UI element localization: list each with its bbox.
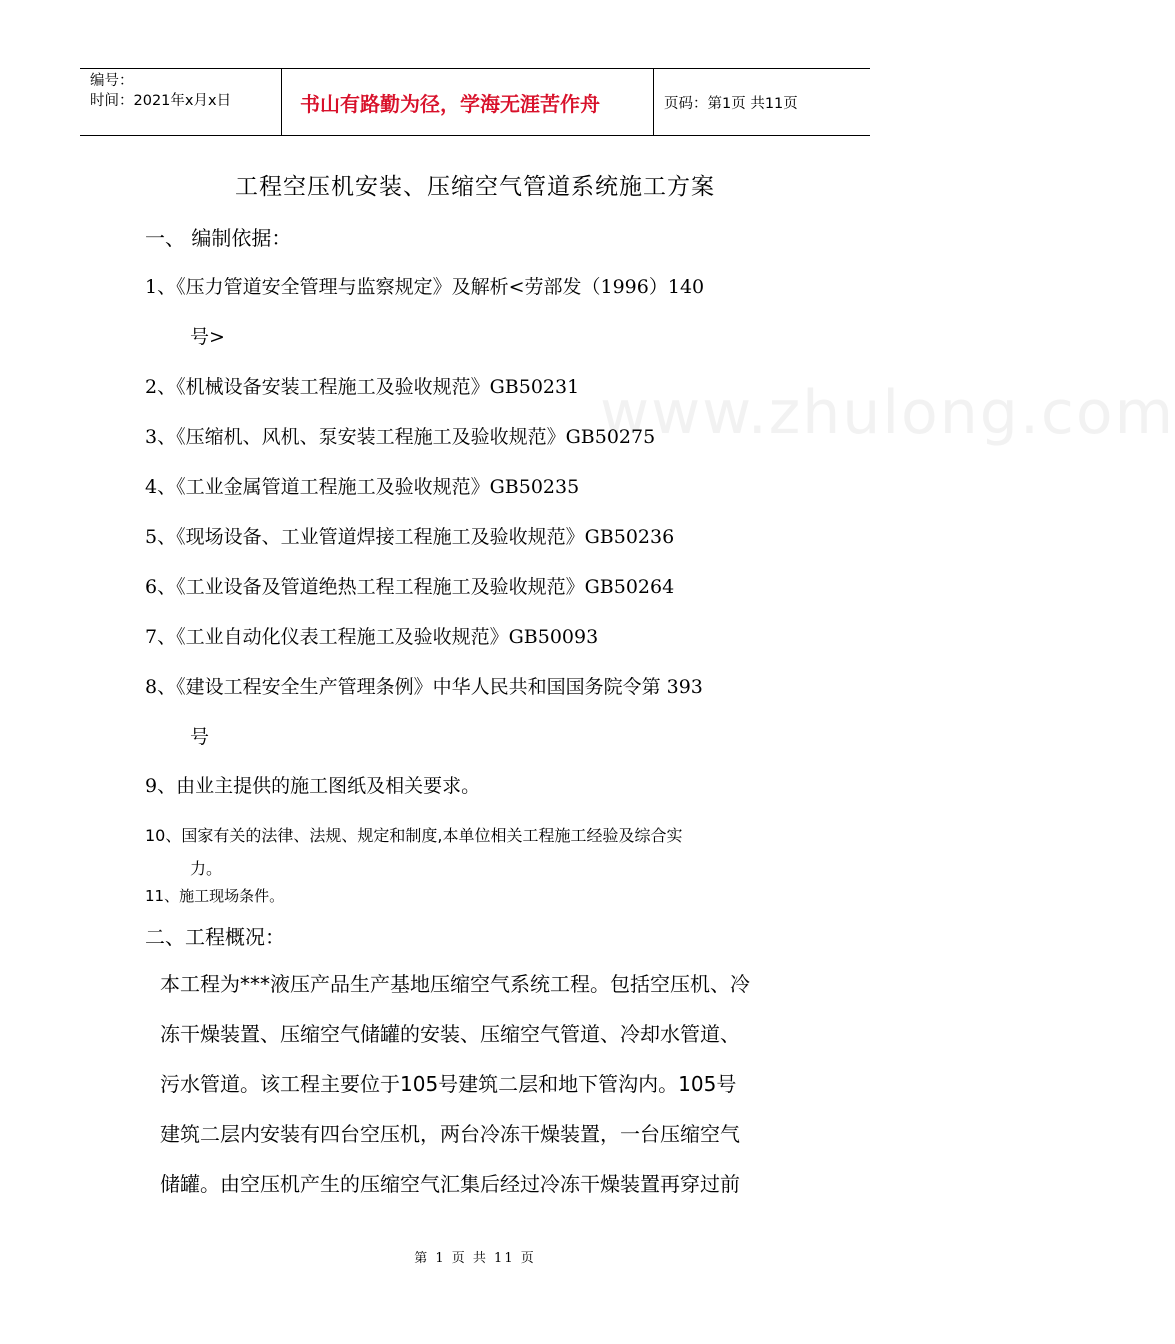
- reference-item: 2、《机械设备安装工程施工及验收规范》GB50231: [145, 376, 580, 398]
- header-date: 时间：2021年x月x日: [90, 93, 232, 109]
- overview-line: 建筑二层内安装有四台空压机，两台冷冻干燥装置，一台压缩空气: [160, 1122, 740, 1146]
- reference-item-continued: 号: [190, 726, 210, 748]
- reference-item: 11、施工现场条件。: [145, 887, 285, 905]
- reference-item: 1、《压力管道安全管理与监察规定》及解析<劳部发（1996）140: [145, 276, 705, 298]
- document-title: 工程空压机安装、压缩空气管道系统施工方案: [235, 174, 715, 200]
- reference-item: 4、《工业金属管道工程施工及验收规范》GB50235: [145, 476, 580, 498]
- overview-line: 冻干燥装置、压缩空气储罐的安装、压缩空气管道、冷却水管道、: [160, 1022, 740, 1046]
- header-number-label: 编号：: [90, 73, 134, 89]
- reference-item: 10、国家有关的法律、法规、规定和制度,本单位相关工程施工经验及综合实: [145, 826, 683, 845]
- document-header: [80, 68, 870, 136]
- page-footer: 第 1 页 共 11 页: [414, 1251, 536, 1266]
- header-motto: 书山有路勤为径，学海无涯苦作舟: [282, 69, 654, 135]
- overview-line: 本工程为***液压产品生产基地压缩空气系统工程。包括空压机、冷: [160, 972, 750, 996]
- watermark: www.zhulong.com: [600, 378, 1175, 448]
- reference-item-continued: 号>: [190, 326, 225, 348]
- reference-item: 6、《工业设备及管道绝热工程工程施工及验收规范》GB50264: [145, 576, 675, 598]
- section-heading-basis: 一、 编制依据：: [145, 226, 292, 250]
- overview-line: 储罐。由空压机产生的压缩空气汇集后经过冷冻干燥装置再穿过前: [160, 1172, 740, 1196]
- reference-item-continued: 力。: [190, 859, 223, 878]
- reference-item: 3、《压缩机、风机、泵安装工程施工及验收规范》GB50275: [145, 426, 656, 448]
- header-meta: [80, 69, 282, 135]
- section-heading-overview: 二、工程概况：: [145, 925, 285, 949]
- reference-item: 5、《现场设备、工业管道焊接工程施工及验收规范》GB50236: [145, 526, 675, 548]
- header-page-info: 页码：第1页 共11页: [664, 95, 798, 112]
- reference-item: 7、《工业自动化仪表工程施工及验收规范》GB50093: [145, 626, 599, 648]
- reference-item: 8、《建设工程安全生产管理条例》中华人民共和国国务院令第 393: [145, 676, 703, 698]
- reference-item: 9、由业主提供的施工图纸及相关要求。: [145, 775, 481, 797]
- overview-line: 污水管道。该工程主要位于105号建筑二层和地下管沟内。105号: [160, 1072, 737, 1096]
